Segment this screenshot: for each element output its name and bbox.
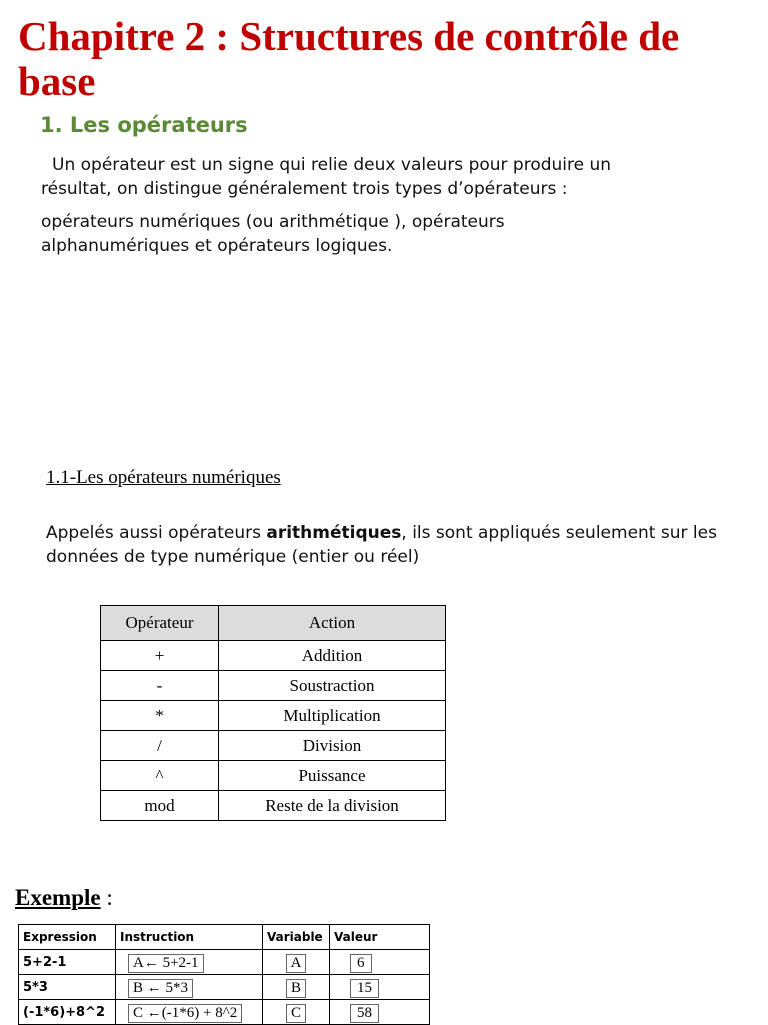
operator-cell: *	[101, 701, 219, 731]
variable-cell	[263, 950, 330, 975]
operator-cell: +	[101, 641, 219, 671]
numeric-paragraph-after: , ils sont appliqués seulement sur les données de type numérique (entier ou réel)	[46, 523, 717, 567]
table-row	[101, 791, 446, 821]
table-row	[19, 950, 430, 975]
variable-box: A	[286, 954, 307, 973]
operator-cell: /	[101, 731, 219, 761]
header-action: Action	[219, 606, 446, 641]
expression-cell: (-1*6)+8^2	[19, 1000, 116, 1025]
instruction-box: A← 5+2-1	[128, 954, 204, 973]
action-cell: Multiplication	[219, 701, 446, 731]
numeric-paragraph-before: Appelés aussi opérateurs	[46, 523, 267, 543]
table-row	[101, 671, 446, 701]
intro-paragraph-2: opérateurs numériques (ou arithmétique ), opérateurs alphanumériques et opérateurs logiques.	[41, 212, 505, 256]
variable-box: B	[286, 979, 306, 998]
example-label: Exemple	[15, 885, 101, 910]
action-cell: Division	[219, 731, 446, 761]
example-table	[18, 924, 430, 1025]
table-row	[101, 731, 446, 761]
instruction-cell	[116, 950, 263, 975]
header-variable: Variable	[263, 925, 330, 950]
action-cell: Addition	[219, 641, 446, 671]
value-box: 58	[350, 1004, 379, 1023]
operator-cell: ^	[101, 761, 219, 791]
table-row	[19, 1000, 430, 1025]
instruction-cell	[116, 1000, 263, 1025]
table-row	[101, 641, 446, 671]
variable-cell	[263, 1000, 330, 1025]
expression-cell: 5+2-1	[19, 950, 116, 975]
chapter-title: Chapitre 2 : Structures de contrôle de base	[18, 13, 680, 104]
variable-cell	[263, 975, 330, 1000]
value-box: 6	[350, 954, 372, 973]
value-cell	[330, 1000, 430, 1025]
operators-table-header	[101, 606, 446, 641]
instruction-box: C ←(-1*6) + 8^2	[128, 1004, 242, 1023]
header-operator: Opérateur	[101, 606, 219, 641]
numeric-paragraph-bold: arithmétiques	[266, 523, 402, 543]
operator-cell: -	[101, 671, 219, 701]
action-cell: Puissance	[219, 761, 446, 791]
action-cell: Reste de la division	[219, 791, 446, 821]
value-box: 15	[350, 979, 379, 998]
header-value: Valeur	[330, 925, 430, 950]
section-heading: 1. Les opérateurs	[40, 113, 248, 137]
instruction-cell	[116, 975, 263, 1000]
value-cell	[330, 950, 430, 975]
numeric-paragraph	[46, 521, 756, 569]
operators-table	[100, 605, 446, 821]
header-expression: Expression	[19, 925, 116, 950]
instruction-box: B ← 5*3	[128, 979, 193, 998]
table-row	[101, 701, 446, 731]
example-suffix: :	[100, 885, 113, 910]
table-row	[101, 761, 446, 791]
operator-cell: mod	[101, 791, 219, 821]
action-cell: Soustraction	[219, 671, 446, 701]
table-row	[19, 975, 430, 1000]
expression-cell: 5*3	[19, 975, 116, 1000]
header-instruction: Instruction	[116, 925, 263, 950]
variable-box: C	[286, 1004, 306, 1023]
example-heading	[15, 883, 113, 913]
value-cell	[330, 975, 430, 1000]
subsection-heading: 1.1-Les opérateurs numériques	[46, 467, 281, 488]
example-table-header	[19, 925, 430, 950]
intro-paragraph-1: Un opérateur est un signe qui relie deux valeurs pour produire un résultat, on distingue généralement trois types d’opérateurs :	[41, 155, 612, 199]
